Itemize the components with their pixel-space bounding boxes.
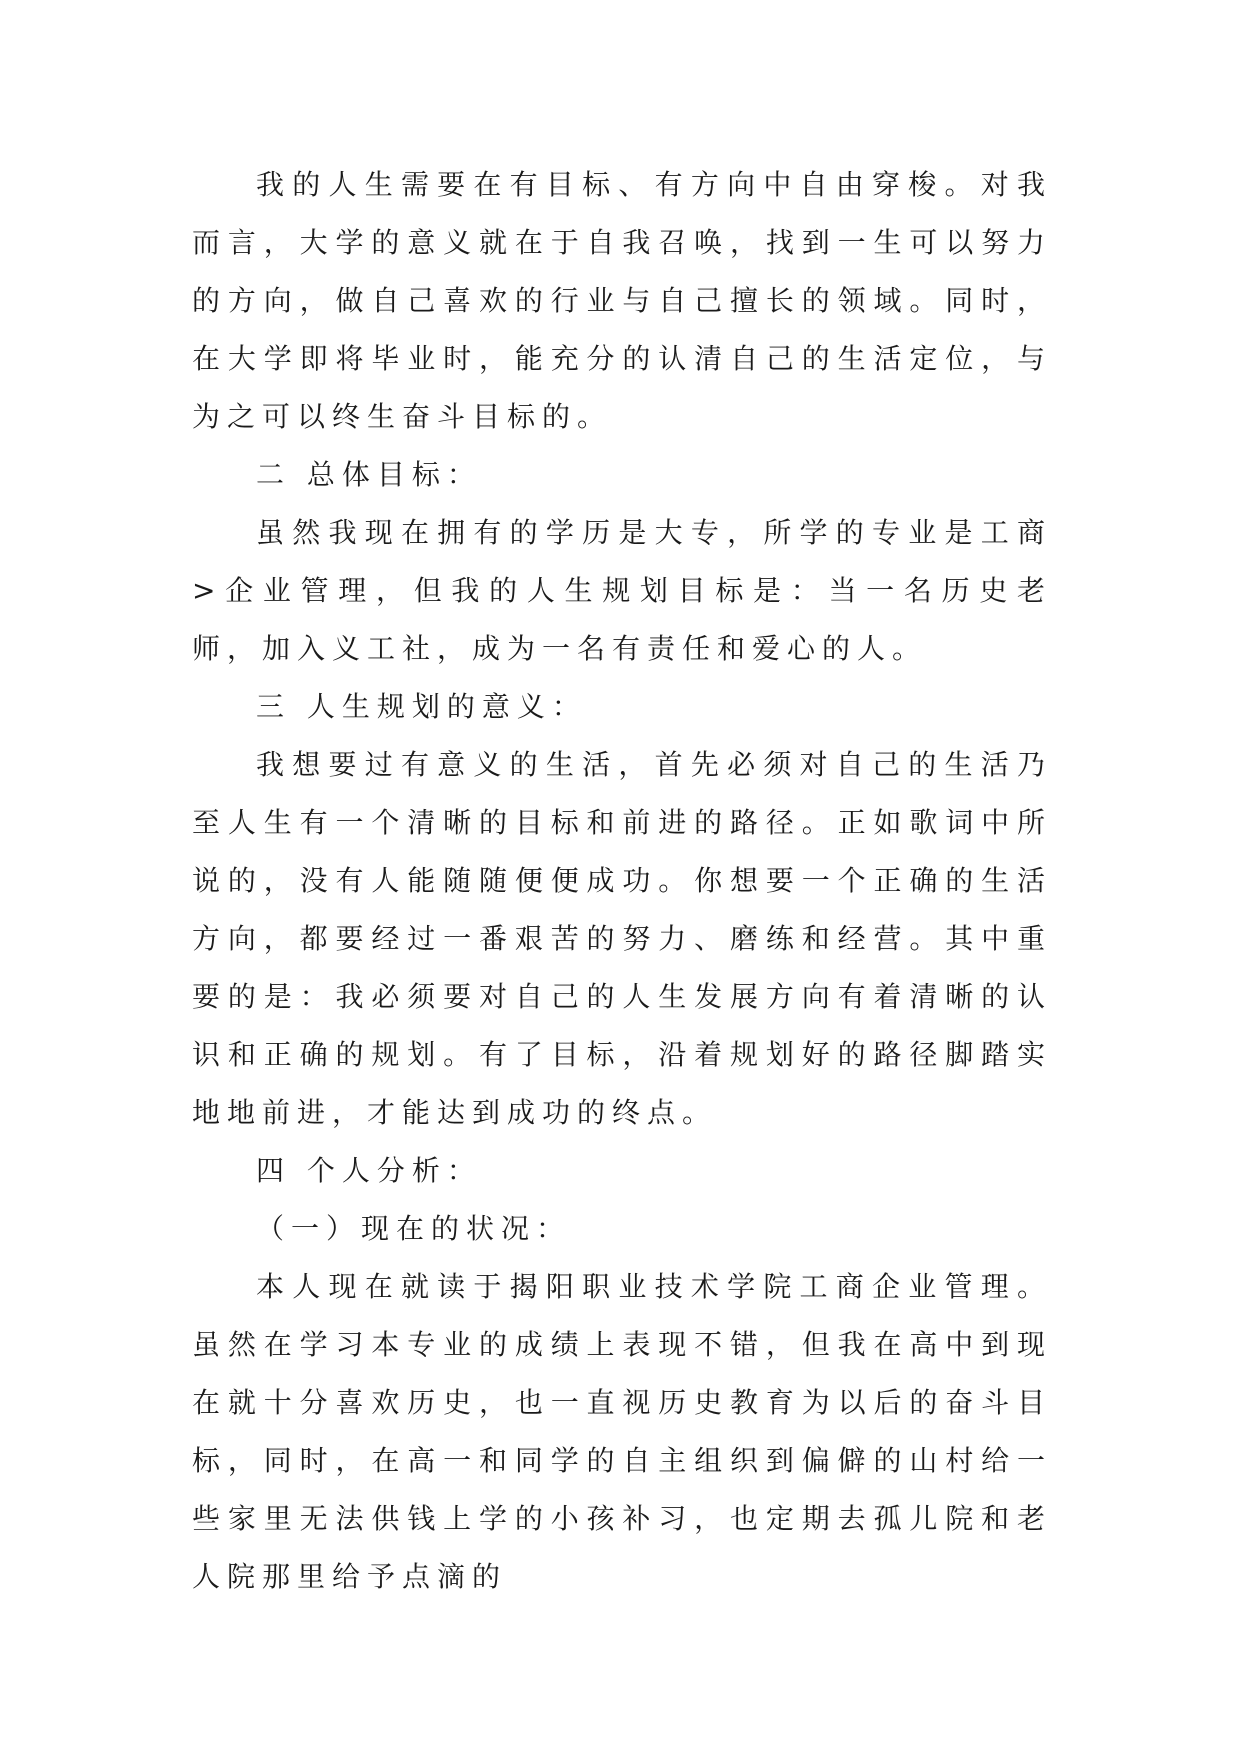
subsection-heading-current-status: （一）现在的状况： [256, 1212, 572, 1245]
paragraph-intro: 我的人生需要在有目标、有方向中自由穿梭。对我而言，大学的意义就在于自我召唤，找到一生可以努力的方向，做自己喜欢的行业与自己擅长的领域。同时，在大学即将毕业时，能充分的认清自己的生活定位，与为之可以终生奋斗目标的。 [192, 168, 1052, 433]
paragraph-current-status: 本人现在就读于揭阳职业技术学院工商企业管理。虽然在学习本专业的成绩上表现不错，但我在高中到现在就十分喜欢历史，也一直视历史教育为以后的奋斗目标，同时，在高一和同学的自主组织到偏僻的山村给一些家里无法供钱上学的小孩补习，也定期去孤儿院和老人院那里给予点滴的 [192, 1270, 1052, 1593]
document-body [192, 156, 1052, 1606]
section-heading-personal-analysis: 四 个人分析： [256, 1154, 482, 1187]
section-heading-planning-meaning: 三 人生规划的意义： [256, 690, 587, 723]
section-heading-overall-goal: 二 总体目标： [256, 458, 482, 491]
paragraph-planning-meaning: 我想要过有意义的生活，首先必须对自己的生活乃至人生有一个清晰的目标和前进的路径。正如歌词中所说的，没有人能随随便便成功。你想要一个正确的生活方向，都要经过一番艰苦的努力、磨练和经营。其中重要的是：我必须要对自己的人生发展方向有着清晰的认识和正确的规划。有了目标，沿着规划好的路径脚踏实地地前进，才能达到成功的终点。 [192, 748, 1052, 1129]
paragraph-overall-goal: 虽然我现在拥有的学历是大专，所学的专业是工商>企业管理，但我的人生规划目标是：当一名历史老师，加入义工社，成为一名有责任和爱心的人。 [192, 516, 1052, 665]
